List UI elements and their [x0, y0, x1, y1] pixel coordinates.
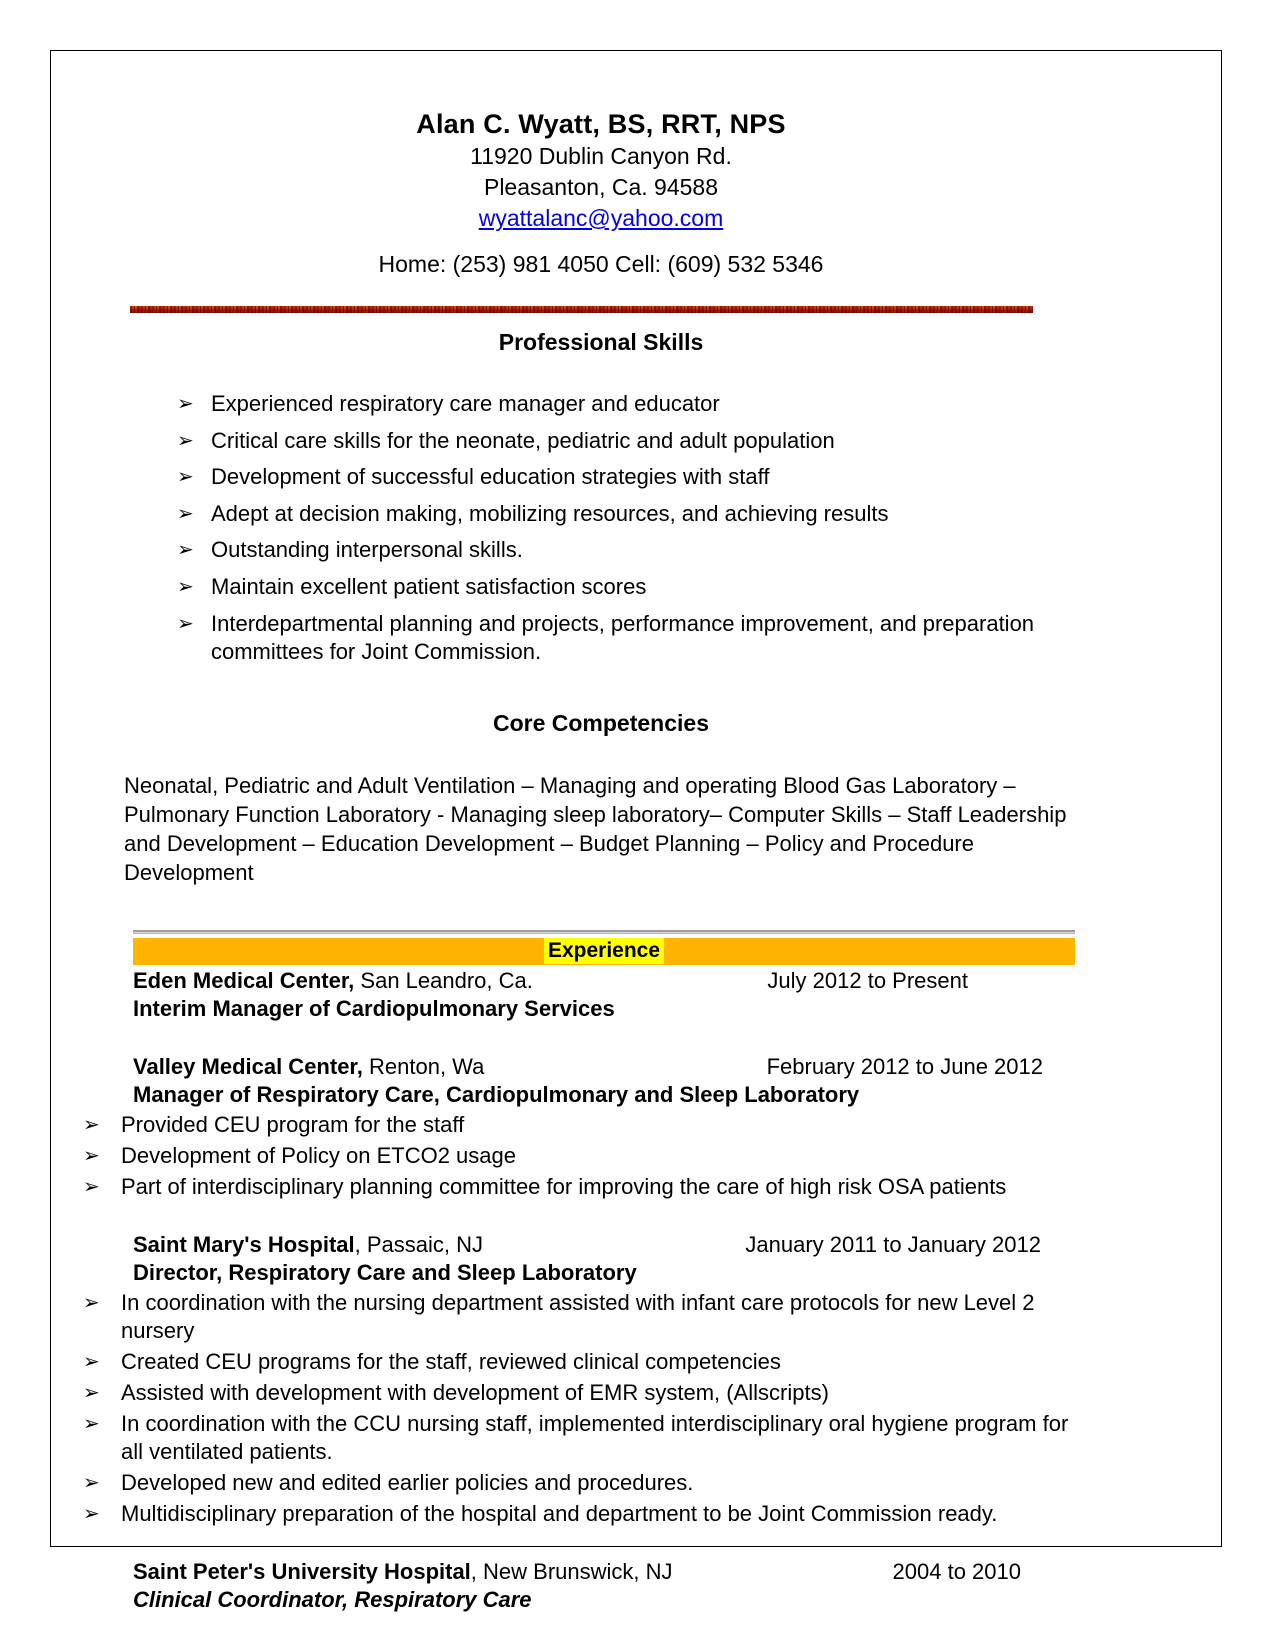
experience-entry [129, 1558, 1073, 1614]
list-item [83, 1469, 1073, 1497]
employer-name: Saint Mary's Hospital [133, 1232, 355, 1258]
list-item-label: In coordination with the nursing department assisted with infant care protocols for new Level 2 nursery [121, 1290, 1035, 1344]
list-item-label: Critical care skills for the neonate, pediatric and adult population [211, 427, 835, 453]
experience-bullet-list [83, 1111, 1073, 1201]
employment-dates: February 2012 to June 2012 [766, 1053, 1043, 1079]
address-line-2: Pleasanton, Ca. 94588 [483, 173, 718, 200]
arrow-bullet-icon: ➢ [83, 1380, 100, 1405]
arrow-bullet-icon: ➢ [177, 391, 194, 416]
list-item-label: Maintain excellent patient satisfaction scores [211, 574, 647, 600]
employer-location: Renton, Wa [362, 1053, 485, 1079]
job-title: Interim Manager of Cardiopulmonary Services [133, 995, 615, 1021]
list-item [83, 1410, 1073, 1466]
list-item [177, 536, 1073, 565]
list-item [83, 1348, 1073, 1376]
list-item-label: Multidisciplinary preparation of the hospital and department to be Joint Commission ready. [121, 1500, 998, 1526]
experience-entry-header [133, 967, 1073, 995]
arrow-bullet-icon: ➢ [177, 500, 194, 525]
arrow-bullet-icon: ➢ [177, 537, 194, 562]
job-title: Director, Respiratory Care and Sleep Laboratory [133, 1260, 637, 1286]
address-line-1: 11920 Dublin Canyon Rd. [470, 142, 732, 169]
ornament-divider [130, 306, 1033, 313]
experience-jobs [83, 967, 1073, 1615]
employer-location: , New Brunswick, NJ [470, 1558, 673, 1584]
experience-gray-rule [133, 930, 1075, 934]
arrow-bullet-icon: ➢ [83, 1411, 100, 1436]
list-item-label: Created CEU programs for the staff, reviewed clinical competencies [121, 1349, 781, 1375]
experience-banner-label: Experience [544, 938, 664, 965]
list-item-label: Provided CEU program for the staff [121, 1112, 465, 1138]
arrow-bullet-icon: ➢ [83, 1349, 100, 1374]
list-item-label: Development of Policy on ETCO2 usage [121, 1143, 516, 1169]
list-item [83, 1111, 1073, 1139]
job-title: Clinical Coordinator, Respiratory Care [133, 1586, 532, 1612]
employer-location: , Passaic, NJ [354, 1232, 483, 1258]
experience-bullet-list [83, 1289, 1073, 1528]
arrow-bullet-icon: ➢ [83, 1290, 100, 1315]
professional-skills-heading: Professional Skills [498, 329, 704, 356]
list-item-label: Adept at decision making, mobilizing resources, and achieving results [211, 500, 889, 526]
candidate-name: Alan C. Wyatt, BS, RRT, NPS [416, 109, 786, 139]
experience-banner-wrap [133, 930, 1075, 965]
experience-entry [83, 1231, 1073, 1528]
list-item [177, 610, 1073, 667]
employer-location: San Leandro, Ca. [354, 967, 533, 993]
list-item [177, 427, 1073, 456]
list-item-label: Experienced respiratory care manager and educator [211, 391, 720, 417]
employer-name: Saint Peter's University Hospital [133, 1558, 471, 1584]
list-item [177, 390, 1073, 419]
experience-entry [83, 1053, 1073, 1201]
list-item [83, 1142, 1073, 1170]
resume-header [129, 51, 1073, 280]
resume-page [50, 50, 1222, 1612]
list-item-label: Assisted with development with development of EMR system, (Allscripts) [121, 1380, 829, 1406]
arrow-bullet-icon: ➢ [177, 610, 194, 635]
list-item [177, 463, 1073, 492]
employer-name: Valley Medical Center, [133, 1053, 363, 1079]
professional-skills-list [129, 357, 1073, 667]
list-item-label: Outstanding interpersonal skills. [211, 537, 523, 563]
arrow-bullet-icon: ➢ [83, 1112, 100, 1137]
experience-entry-header [133, 1053, 1073, 1081]
employment-dates: January 2011 to January 2012 [745, 1232, 1041, 1258]
phone-line: Home: (253) 981 4050 Cell: (609) 532 5346 [378, 251, 824, 278]
list-item-label: Interdepartmental planning and projects, performance improvement, and preparation committees for Joint Commission. [211, 610, 1035, 665]
experience-banner [133, 938, 1075, 965]
list-item-label: Development of successful education strategies with staff [211, 464, 770, 490]
list-item [83, 1173, 1073, 1201]
employment-dates: 2004 to 2010 [892, 1558, 1021, 1584]
list-item [83, 1379, 1073, 1407]
employment-dates: July 2012 to Present [767, 967, 968, 993]
job-title: Manager of Respiratory Care, Cardiopulmonary and Sleep Laboratory [133, 1082, 860, 1108]
arrow-bullet-icon: ➢ [83, 1500, 100, 1525]
employer-name: Eden Medical Center, [133, 967, 355, 993]
arrow-bullet-icon: ➢ [177, 427, 194, 452]
list-item-label: Part of interdisciplinary planning committee for improving the care of high risk OSA patients [121, 1174, 1007, 1200]
experience-entry [129, 967, 1073, 1023]
list-item-label: In coordination with the CCU nursing staff, implemented interdisciplinary oral hygiene program for all ventilated patients. [121, 1411, 1069, 1465]
email-link[interactable]: wyattalanc@yahoo.com [478, 205, 724, 232]
list-item [177, 573, 1073, 602]
arrow-bullet-icon: ➢ [177, 574, 194, 599]
arrow-bullet-icon: ➢ [177, 464, 194, 489]
experience-entry-header [133, 1231, 1073, 1259]
experience-entry-header [133, 1558, 1073, 1586]
list-item [83, 1289, 1073, 1345]
arrow-bullet-icon: ➢ [83, 1143, 100, 1168]
arrow-bullet-icon: ➢ [83, 1174, 100, 1199]
email-line [129, 202, 1073, 235]
list-item-label: Developed new and edited earlier policies and procedures. [121, 1469, 694, 1495]
list-item [83, 1500, 1073, 1528]
core-competencies-text: Neonatal, Pediatric and Adult Ventilation – Managing and operating Blood Gas Laboratory – Pulmonary Function Laboratory - Managing sleep laboratory– Computer Skills – Staff Leadership and Development – Education Development – Budget Planning – Policy and Procedure Development [124, 772, 1067, 886]
core-competencies-heading: Core Competencies [492, 709, 709, 736]
arrow-bullet-icon: ➢ [83, 1469, 100, 1494]
list-item [177, 500, 1073, 529]
resume-content [83, 51, 1073, 1614]
